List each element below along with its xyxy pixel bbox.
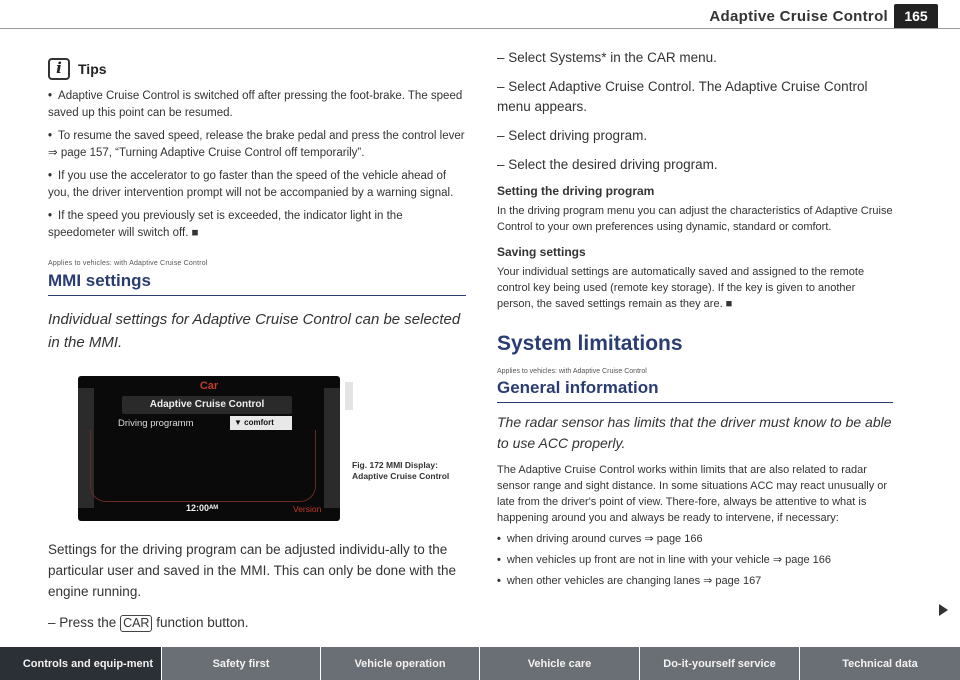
display-version-label: Version: [293, 504, 322, 514]
list-item: • when driving around curves ⇒ page 166: [497, 533, 703, 545]
applies-note: Applies to vehicles: with Adaptive Cruise Control: [497, 368, 647, 375]
tip-item: • To resume the saved speed, release the brake pedal and press the control lever ⇒ page 157, “Turning Adaptive Cruise Control off temporarily”.: [48, 130, 465, 159]
subheading-saving-settings: Saving settings: [497, 245, 586, 259]
step-item: – Select Systems* in the CAR menu.: [497, 50, 717, 65]
step-item: – Select driving program.: [497, 128, 648, 143]
list-item: • when vehicles up front are not in line with your vehicle ⇒ page 166: [497, 554, 831, 566]
chapter-nav-bar: [0, 647, 960, 680]
tab-vehicle-operation[interactable]: Vehicle operation: [321, 647, 480, 680]
subheading-setting-driving-program: Setting the driving program: [497, 184, 655, 198]
bullet-icon: •: [497, 575, 501, 587]
figure-172: [48, 376, 466, 521]
bullet-icon: •: [48, 210, 53, 222]
tips-label: Tips: [78, 61, 107, 77]
right-column: [497, 48, 893, 589]
section-title-mmi-settings: MMI settings: [48, 271, 466, 296]
page-number: 165: [894, 4, 938, 28]
figure-caption: Fig. 172 MMI Display: Adaptive Cruise Control: [352, 460, 450, 481]
page-header: [0, 0, 960, 32]
display-bezel-right: [324, 388, 340, 508]
bullet-icon: •: [48, 170, 53, 182]
step-item: – Select the desired driving program.: [497, 157, 718, 172]
applies-note: Applies to vehicles: with Adaptive Cruise Control: [48, 260, 208, 267]
mmi-display-image: [78, 376, 340, 521]
section-lead: Individual settings for Adaptive Cruise Control can be selected in the MMI.: [48, 311, 461, 351]
tab-technical-data[interactable]: Technical data: [800, 647, 960, 680]
left-column: [48, 58, 466, 633]
general-text: The Adaptive Cruise Control works within limits that are also related to radar sensor range and sight distance. In some situations ACC may react unusually or late from the driver's point of view. There-fore, always be attentive to what is happening around you and always be ready to intervene, if necessary:: [497, 464, 888, 524]
tip-item: • If you use the accelerator to go faster than the speed of the vehicle ahead of you, the driver intervention prompt will not be accompanied by a warning signal.: [48, 170, 454, 199]
tips-heading: [48, 58, 466, 80]
bullet-icon: •: [497, 554, 501, 566]
display-menu-title: Adaptive Cruise Control: [122, 396, 292, 414]
bullet-icon: •: [497, 533, 501, 545]
tab-vehicle-care[interactable]: Vehicle care: [480, 647, 640, 680]
display-clock: 12:00ᴬᴹ: [186, 503, 219, 513]
step-press-car: – Press the CAR function button.: [48, 615, 249, 630]
list-item: • when other vehicles are changing lanes ⇒ page 167: [497, 575, 762, 587]
chapter-title-system-limitations: System limitations: [497, 332, 683, 355]
tab-do-it-yourself-service[interactable]: Do-it-yourself service: [640, 647, 800, 680]
display-frame-line: [90, 430, 316, 502]
header-rule: [0, 28, 960, 29]
section-title-general-information: General information: [497, 378, 893, 403]
tip-item: • If the speed you previously set is exceeded, the indicator light in the speedometer will switch off. ■: [48, 210, 403, 239]
step-item: – Select Adaptive Cruise Control. The Adaptive Cruise Control menu appears.: [497, 79, 868, 114]
display-driving-program-label: Driving programm: [118, 418, 194, 429]
bullet-icon: •: [48, 90, 53, 102]
tip-item: • Adaptive Cruise Control is switched off after pressing the foot-brake. The speed saved up this point can be resumed.: [48, 90, 463, 119]
mmi-body-text: Settings for the driving program can be adjusted individu-ally to the particular user and saved in the MMI. This can only be done with the engine running.: [48, 542, 456, 599]
bullet-icon: •: [48, 130, 53, 142]
info-icon: i: [48, 58, 70, 80]
section-lead: The radar sensor has limits that the driver must know to be able to use ACC properly.: [497, 414, 892, 451]
setting-text: In the driving program menu you can adjust the characteristics of Adaptive Cruise Control to your own preferences using dynamic, standard or comfort.: [497, 205, 893, 233]
car-key-icon: CAR: [120, 615, 152, 632]
saving-text: Your individual settings are automatically saved and assigned to the remote control key being used (remote key storage). If the key is given to another person, the saved settings remain as they are. ■: [497, 266, 865, 310]
running-title: Adaptive Cruise Control: [709, 8, 888, 25]
display-comfort-dropdown: ▼ comfort: [230, 416, 292, 430]
tab-safety-first[interactable]: Safety first: [162, 647, 321, 680]
display-car-label: Car: [199, 380, 219, 392]
continue-arrow-icon: [939, 604, 948, 616]
tab-controls-and-equipment[interactable]: Controls and equip-ment: [0, 647, 162, 680]
figure-code-tag: [345, 382, 353, 410]
